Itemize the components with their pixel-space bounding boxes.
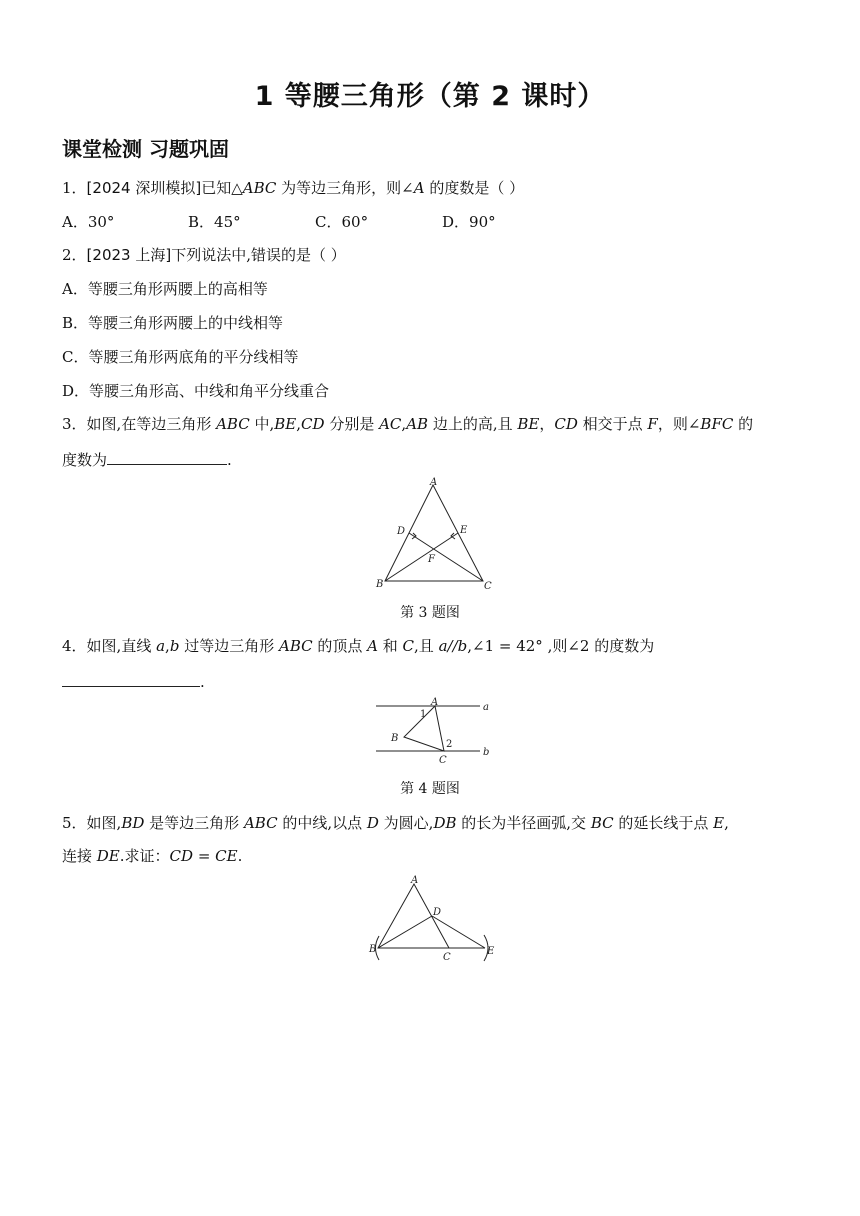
q4-caption: 第 4 题图 bbox=[400, 781, 460, 797]
q4-answer-blank[interactable] bbox=[62, 672, 200, 687]
q3-label-e: E bbox=[460, 525, 468, 536]
q4-label-line-a: a bbox=[483, 702, 489, 713]
q5-text: 连接 bbox=[62, 847, 97, 865]
q4-text: ,则∠2 的度数为 bbox=[542, 637, 655, 655]
q5-figure bbox=[362, 872, 502, 964]
q1-option-d[interactable]: D．90° bbox=[442, 213, 496, 231]
q3-math: BE bbox=[274, 415, 297, 433]
q4-label-c-vertex: C bbox=[439, 755, 447, 766]
q5-label-c: C bbox=[443, 952, 451, 963]
q3-math: AB bbox=[406, 415, 429, 433]
question-1 bbox=[62, 178, 524, 198]
q5-text: 如图, bbox=[86, 814, 122, 832]
q2-option-b[interactable]: B．等腰三角形两腰上的中线相等 bbox=[62, 314, 284, 332]
q5-label-b: B bbox=[369, 944, 377, 955]
q1-text: 的度数是（ ） bbox=[424, 179, 525, 197]
q1-option-a[interactable]: A．30° bbox=[62, 213, 115, 231]
q5-text: . bbox=[237, 847, 243, 865]
q4-figure bbox=[372, 695, 497, 767]
q2-option-c[interactable]: C．等腰三角形两底角的平分线相等 bbox=[62, 348, 299, 366]
q3-text: 分别是 bbox=[324, 415, 380, 433]
q3-math: BE bbox=[517, 415, 540, 433]
q3-label-a: A bbox=[430, 477, 438, 488]
q3-text: . bbox=[227, 451, 232, 469]
q3-label-c: C bbox=[484, 581, 492, 592]
q5-math: E bbox=[713, 814, 725, 832]
q2-source: [2023 上海] bbox=[86, 246, 172, 264]
question-3 bbox=[62, 414, 753, 434]
q3-number: 3． bbox=[62, 415, 87, 433]
q2-option-d[interactable]: D．等腰三角形高、中线和角平分线重合 bbox=[62, 382, 330, 400]
q3-text: 边上的高,且 bbox=[428, 415, 518, 433]
q3-line-2 bbox=[62, 450, 232, 470]
q3-text: , bbox=[401, 415, 407, 433]
q3-math: ABC bbox=[216, 415, 250, 433]
q5-text: 是等边三角形 bbox=[144, 814, 244, 832]
q3-segment-be bbox=[385, 533, 458, 581]
q1-number: 1． bbox=[62, 179, 87, 197]
q3-segment-cd bbox=[409, 533, 483, 581]
q4-label-b-vertex: B bbox=[391, 733, 399, 744]
q3-label-f: F bbox=[428, 554, 435, 565]
q3-text: 如图,在等边三角形 bbox=[86, 415, 217, 433]
q4-text: , bbox=[165, 637, 170, 655]
q5-label-a: A bbox=[411, 875, 419, 886]
q1-source: [2024 深圳模拟] bbox=[86, 179, 202, 197]
q4-label-a-vertex: A bbox=[431, 697, 439, 708]
q2-text: 下列说法中,错误的是（ ） bbox=[171, 246, 346, 264]
q2-number: 2． bbox=[62, 246, 87, 264]
q5-text: , bbox=[724, 814, 729, 832]
q3-caption: 第 3 题图 bbox=[400, 605, 460, 621]
q4-line-2 bbox=[62, 672, 205, 692]
q3-figure bbox=[370, 475, 495, 593]
q4-math: A bbox=[367, 637, 378, 655]
q1-option-c[interactable]: C．60° bbox=[315, 213, 369, 231]
q4-number: 4． bbox=[62, 637, 87, 655]
q3-text: 度数为 bbox=[62, 451, 108, 469]
page-title: 1 等腰三角形（第 2 课时） bbox=[254, 81, 606, 112]
q4-text: . bbox=[200, 673, 205, 691]
q5-segment-bd bbox=[378, 916, 432, 948]
q3-text: 相交于点 bbox=[577, 415, 648, 433]
q3-text: 的 bbox=[733, 415, 754, 433]
q5-math: DE bbox=[96, 847, 120, 865]
q1-text: 为等边三角形，则∠ bbox=[276, 179, 414, 197]
q5-text: 的长为半径画弧,交 bbox=[456, 814, 591, 832]
q4-text: 和 bbox=[378, 637, 403, 655]
q3-answer-blank[interactable] bbox=[107, 450, 227, 465]
q5-line-2 bbox=[62, 846, 242, 866]
q5-text: 为圆心, bbox=[378, 814, 434, 832]
q4-math: b bbox=[169, 637, 180, 655]
question-4 bbox=[62, 636, 654, 656]
q2-option-a[interactable]: A．等腰三角形两腰上的高相等 bbox=[62, 280, 268, 298]
q3-label-b: B bbox=[376, 579, 384, 590]
q3-math: CD bbox=[301, 415, 325, 433]
q5-number: 5． bbox=[62, 814, 87, 832]
q5-text: 的中线,以点 bbox=[277, 814, 367, 832]
q4-math: a//b bbox=[438, 637, 468, 655]
question-2 bbox=[62, 245, 346, 265]
q4-text: 过等边三角形 bbox=[179, 637, 279, 655]
q5-math: DB bbox=[433, 814, 457, 832]
q4-label-line-b: b bbox=[483, 747, 490, 758]
q5-text: .求证： bbox=[119, 847, 170, 865]
q1-math: ABC bbox=[242, 179, 277, 197]
q4-label-angle-1: 1 bbox=[420, 709, 427, 720]
q4-math: ABC bbox=[278, 637, 313, 655]
q4-text: 的顶点 bbox=[312, 637, 368, 655]
q5-math: CD = CE bbox=[169, 847, 238, 865]
q3-text: ， bbox=[539, 415, 555, 433]
q3-text: 中, bbox=[249, 415, 275, 433]
q3-math: CD bbox=[554, 415, 578, 433]
q5-math: ABC bbox=[243, 814, 278, 832]
q3-text: , bbox=[296, 415, 302, 433]
q5-math: BC bbox=[590, 814, 614, 832]
q1-option-b[interactable]: B．45° bbox=[188, 213, 241, 231]
q3-math: F bbox=[647, 415, 658, 433]
q4-text: ,∠1 = 42° bbox=[467, 637, 543, 655]
question-5 bbox=[62, 813, 729, 833]
q4-text: ,且 bbox=[414, 637, 439, 655]
q3-math: BFC bbox=[700, 415, 734, 433]
q4-math: a bbox=[156, 637, 166, 655]
section-heading: 课堂检测 习题巩固 bbox=[62, 137, 229, 161]
q3-label-d: D bbox=[397, 526, 406, 537]
q3-text: ，则∠ bbox=[657, 415, 701, 433]
q1-text: 已知△ bbox=[201, 179, 243, 197]
q5-math: BD bbox=[121, 814, 145, 832]
q5-label-d: D bbox=[433, 907, 442, 918]
q5-label-e: E bbox=[487, 946, 495, 957]
q4-label-angle-2: 2 bbox=[446, 739, 453, 750]
q5-math: D bbox=[366, 814, 379, 832]
q1-math: A bbox=[413, 179, 425, 197]
q3-math: AC bbox=[379, 415, 402, 433]
q4-math: C bbox=[402, 637, 415, 655]
q5-text: 的延长线于点 bbox=[613, 814, 714, 832]
q4-text: 如图,直线 bbox=[86, 637, 157, 655]
